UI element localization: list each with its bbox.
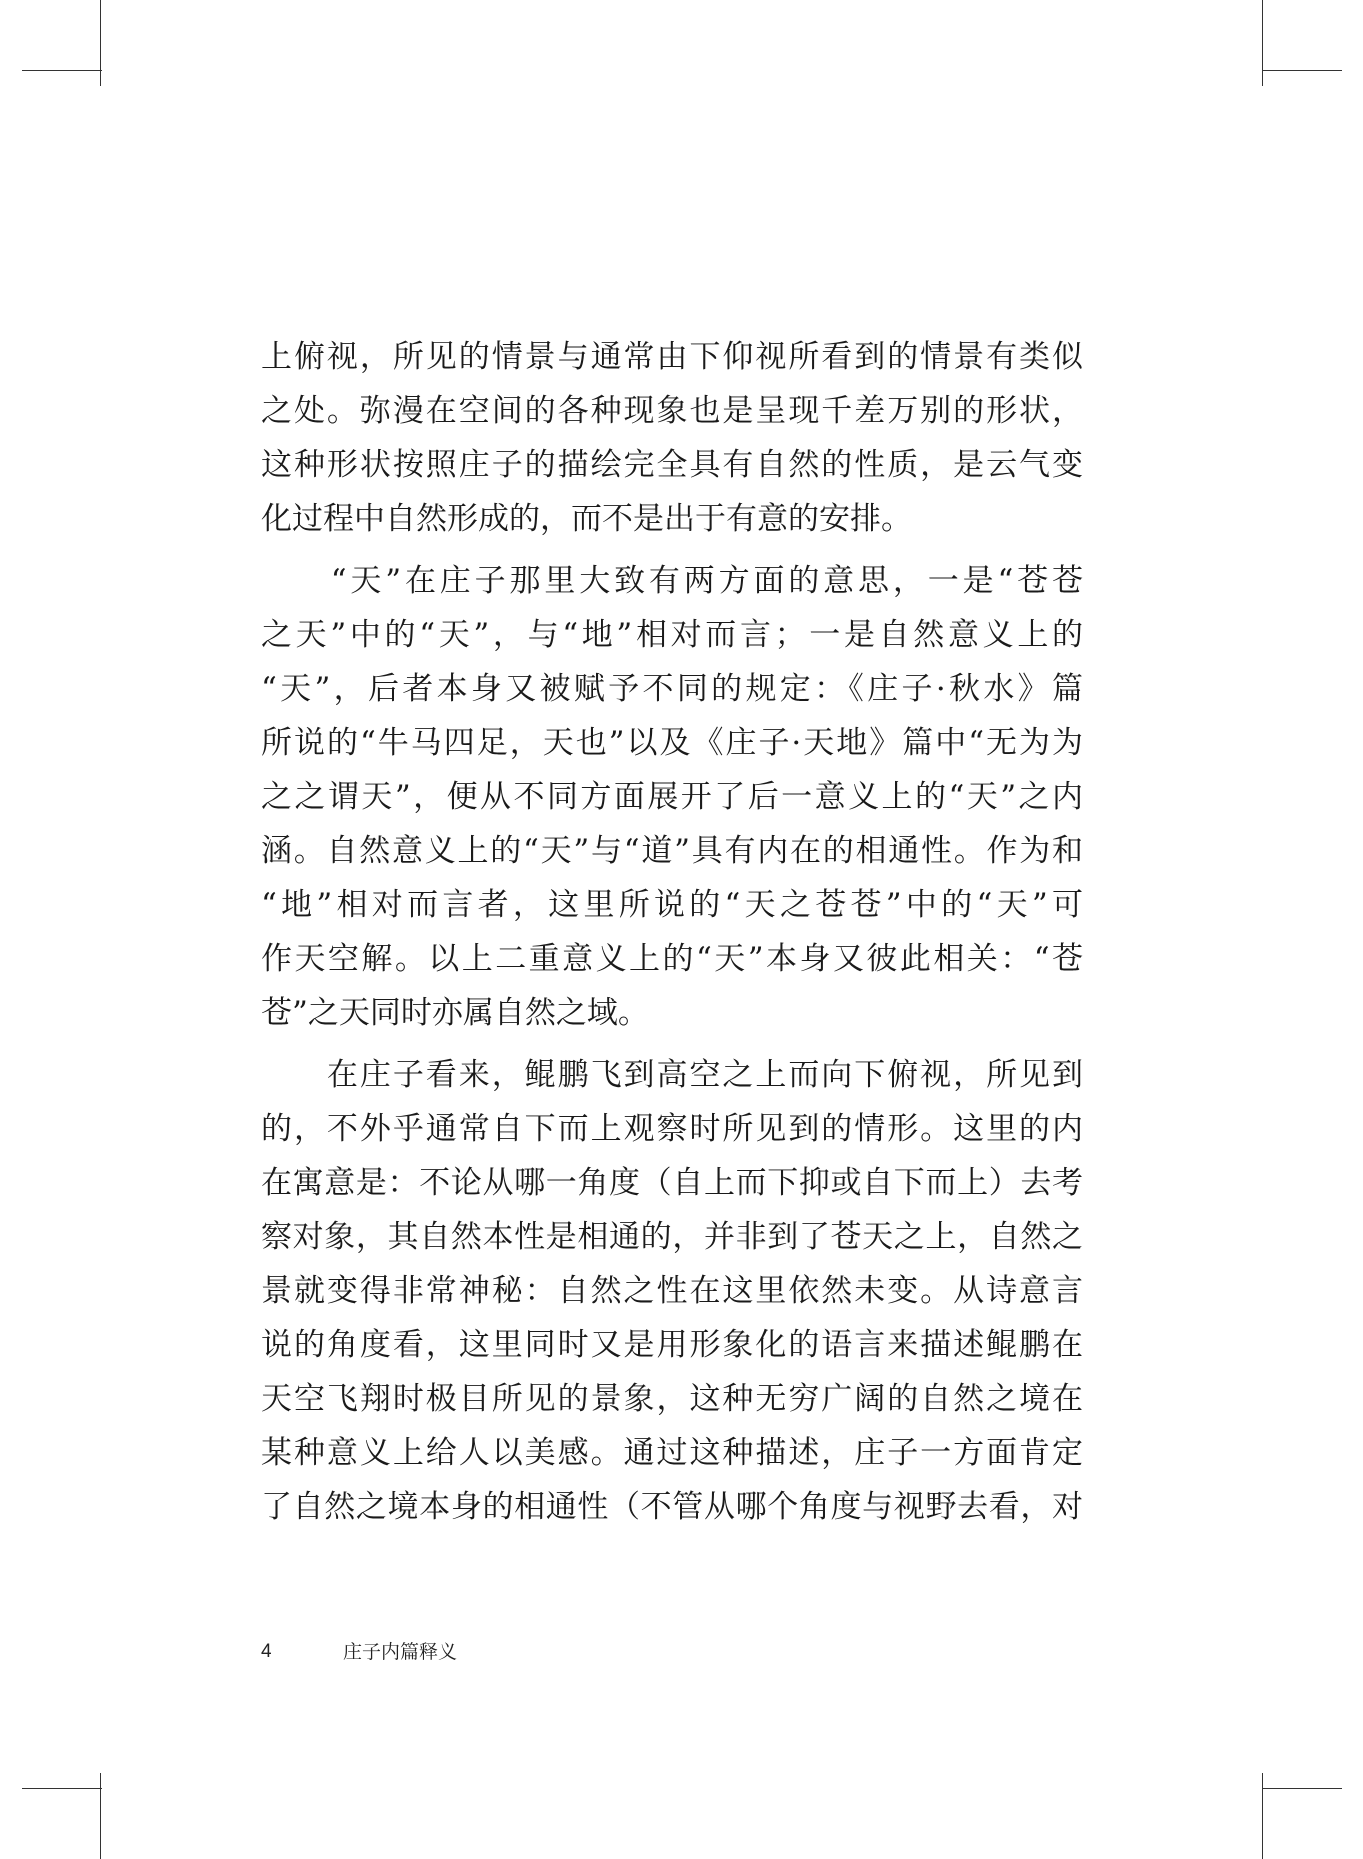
text-line: 某种意义上给人以美感。通过这种描述，庄子一方面肯定 [261,1435,1083,1471]
running-title: 庄子内篇释义 [343,1641,458,1663]
text-line: 天空飞翔时极目所见的景象，这种无穷广阔的自然之境在 [261,1381,1083,1417]
crop-mark-top-left-vertical [100,0,101,86]
text-line: 的，不外乎通常自下而上观察时所见到的情形。这里的内 [261,1111,1083,1147]
body-text [261,330,1083,1534]
text-line: “地”相对而言者，这里所说的“天之苍苍”中的“天”可 [261,887,1083,923]
text-line: “天”在庄子那里大致有两方面的意思，一是“苍苍 [261,563,1083,599]
text-line: 察对象，其自然本性是相通的，并非到了苍天之上，自然之 [261,1219,1083,1255]
text-line: 说的角度看，这里同时又是用形象化的语言来描述鲲鹏在 [261,1327,1083,1363]
crop-mark-bottom-right-vertical [1262,1773,1263,1859]
crop-mark-bottom-left-vertical [100,1773,101,1859]
text-line: 涵。自然意义上的“天”与“道”具有内在的相通性。作为和 [261,833,1083,869]
paragraph-3 [261,1048,1083,1534]
text-line: 之处。弥漫在空间的各种现象也是呈现千差万别的形状， [261,393,1083,429]
page-number: 4 [261,1641,272,1662]
crop-mark-bottom-right-horizontal [1262,1788,1342,1789]
crop-mark-bottom-left-horizontal [22,1788,102,1789]
crop-mark-top-left-horizontal [22,70,102,71]
text-line: “天”，后者本身又被赋予不同的规定：《庄子·秋水》篇 [261,671,1083,707]
text-line: 这种形状按照庄子的描绘完全具有自然的性质，是云气变 [261,447,1083,483]
text-line: 在庄子看来，鲲鹏飞到高空之上而向下俯视，所见到 [261,1057,1083,1093]
text-line: 作天空解。以上二重意义上的“天”本身又彼此相关：“苍 [261,941,1083,977]
crop-mark-top-right-horizontal [1262,70,1342,71]
text-line: 之之谓天”，便从不同方面展开了后一意义上的“天”之内 [261,779,1083,815]
text-line: 景就变得非常神秘：自然之性在这里依然未变。从诗意言 [261,1273,1083,1309]
text-line: 了自然之境本身的相通性（不管从哪个角度与视野去看，对 [261,1489,1083,1525]
text-line: 化过程中自然形成的，而不是出于有意的安排。 [261,501,912,537]
text-line: 苍”之天同时亦属自然之域。 [261,995,649,1031]
paragraph-2 [261,554,1083,1040]
crop-mark-top-right-vertical [1262,0,1263,86]
text-line: 所说的“牛马四足，天也”以及《庄子·天地》篇中“无为为 [261,725,1083,761]
text-line: 在寓意是：不论从哪一角度（自上而下抑或自下而上）去考 [261,1165,1083,1201]
text-line: 上俯视，所见的情景与通常由下仰视所看到的情景有类似 [261,339,1083,375]
text-line: 之天”中的“天”，与“地”相对而言；一是自然意义上的 [261,617,1083,653]
paragraph-1 [261,330,1083,546]
